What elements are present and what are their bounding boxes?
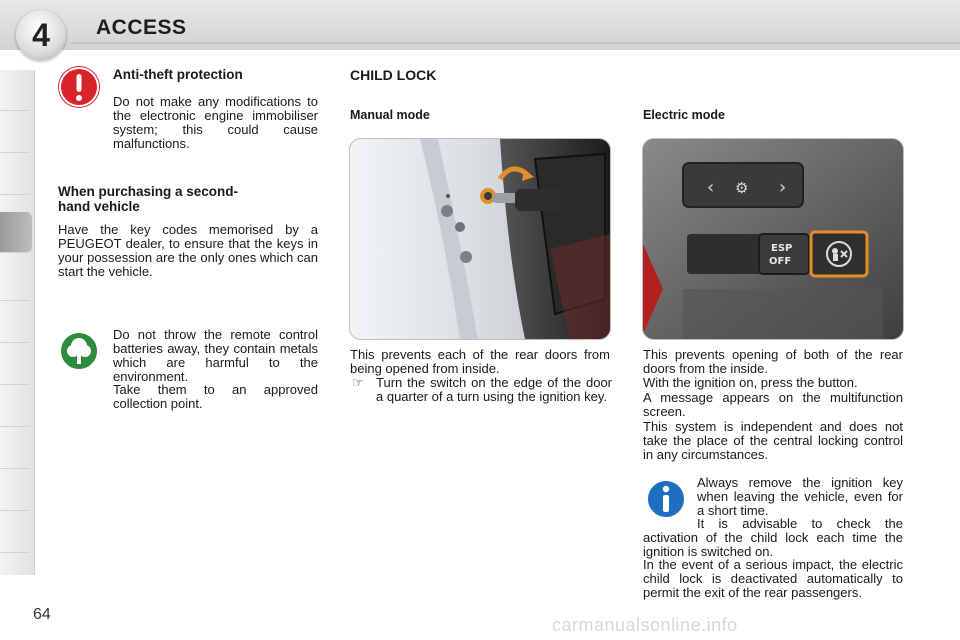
info-text-2: It is advisable to check the activation of the child lock each time the ignition is switched on. xyxy=(643,516,903,559)
warning-exclamation-icon xyxy=(58,66,100,108)
electric-mode-text-1: This prevents opening of both of the rear doors from the inside. xyxy=(643,347,903,376)
chapter-tab[interactable] xyxy=(0,470,30,511)
chapter-tab[interactable] xyxy=(0,512,30,553)
antitheft-title: Anti-theft protection xyxy=(113,67,243,82)
chapter-tab[interactable] xyxy=(0,260,30,301)
page-number: 64 xyxy=(33,606,51,623)
antitheft-text: Do not make any modifications to the electronic engine immobiliser system; this could cause malfunctions. xyxy=(113,94,318,151)
info-text-3: In the event of a serious impact, the electric child lock is deactivated automatically to permit the exit of the rear passengers. xyxy=(643,557,903,600)
chapter-tab-strip xyxy=(0,70,35,575)
info-icon xyxy=(645,478,687,520)
child-lock-title: CHILD LOCK xyxy=(350,67,437,83)
environment-text: Do not throw the remote control batteries away, they contain metals which are harmful to the environment. xyxy=(113,327,318,384)
dashboard-buttons-illustration xyxy=(643,139,903,339)
chapter-tab-active[interactable] xyxy=(0,212,32,253)
svg-text:⚙: ⚙ xyxy=(735,179,749,197)
manual-mode-bullet xyxy=(352,376,612,421)
electric-mode-photo xyxy=(642,138,904,340)
chapter-tab[interactable] xyxy=(0,386,30,427)
chapter-tab[interactable] xyxy=(0,154,30,195)
chapter-tab[interactable] xyxy=(0,70,30,111)
info-text-1: Always remove the ignition key when leaving the vehicle, even for a short time. xyxy=(697,475,903,518)
chapter-tab[interactable] xyxy=(0,428,30,469)
door-edge-illustration xyxy=(350,139,610,339)
chapter-number: 4 xyxy=(32,16,50,53)
manual-mode-bullet-text: Turn the switch on the edge of the door a quarter of a turn using the ignition key. xyxy=(376,375,612,404)
esp-label-1: ESP xyxy=(771,243,793,254)
second-hand-title-line2: hand vehicle xyxy=(58,199,140,214)
chapter-tab[interactable] xyxy=(0,302,30,343)
second-hand-title-line1: When purchasing a second- xyxy=(58,184,239,199)
environment-text-2: Take them to an approved collection point. xyxy=(113,382,318,411)
watermark: carmanualsonline.info xyxy=(552,615,738,635)
second-hand-text: Have the key codes memorised by a PEUGEOT dealer, to ensure that the keys in your possession are the only ones which can start the vehicle. xyxy=(58,222,318,279)
electric-mode-text-2: With the ignition on, press the button. xyxy=(643,375,858,390)
manual-mode-title: Manual mode xyxy=(350,108,430,122)
chapter-number-badge xyxy=(16,10,66,60)
svg-text:›: › xyxy=(779,177,787,198)
electric-mode-title: Electric mode xyxy=(643,108,725,122)
tree-icon xyxy=(58,330,100,372)
hand-pointer-icon: ☞ xyxy=(352,375,364,390)
manual-mode-text: This prevents each of the rear doors from being opened from inside. xyxy=(350,347,610,376)
chapter-tab[interactable] xyxy=(0,344,30,385)
electric-mode-text-3: A message appears on the multifunction screen. xyxy=(643,390,903,419)
chapter-tab[interactable] xyxy=(0,112,30,153)
esp-label-2: OFF xyxy=(769,256,792,267)
electric-mode-text-4: This system is independent and does not take the place of the central locking control in any circumstances. xyxy=(643,419,903,462)
second-hand-title xyxy=(58,184,318,214)
child-lock-button[interactable] xyxy=(811,232,867,276)
svg-text:‹: ‹ xyxy=(707,177,715,198)
chapter-title: ACCESS xyxy=(96,16,187,39)
header-divider xyxy=(70,42,960,44)
manual-mode-photo xyxy=(349,138,611,340)
